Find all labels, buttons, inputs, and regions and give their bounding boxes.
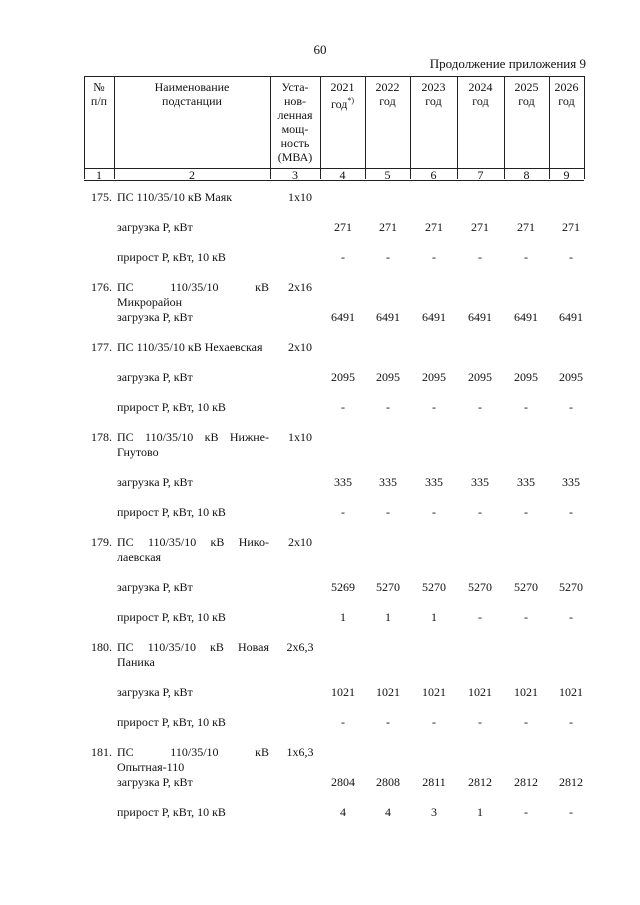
load-value: 271 <box>379 220 397 234</box>
load-value: 5270 <box>376 580 400 594</box>
header-year-2024 <box>457 80 504 108</box>
header-col-capacity-line: ность <box>280 136 310 150</box>
substation-name <box>117 280 269 310</box>
load-value: 271 <box>562 220 580 234</box>
load-value: 1021 <box>468 685 492 699</box>
header-year-unit: год <box>558 94 575 108</box>
growth-value: - <box>569 400 573 414</box>
column-number: 6 <box>430 168 437 182</box>
header-col-number-line: № <box>93 80 105 94</box>
header-col-capacity-line: (МВА) <box>277 150 313 164</box>
load-value: 1021 <box>376 685 400 699</box>
header-year-unit: год*) <box>330 96 355 111</box>
page-number: 60 <box>313 42 327 57</box>
header-year-unit: год <box>425 94 442 108</box>
load-label: загрузка Р, кВт <box>117 310 193 324</box>
column-number: 4 <box>339 168 346 182</box>
column-number: 9 <box>563 168 570 182</box>
growth-value: 1 <box>477 805 483 819</box>
growth-value: 4 <box>340 805 346 819</box>
load-value: 271 <box>425 220 443 234</box>
installed-capacity: 1х10 <box>288 190 312 204</box>
growth-value: - <box>432 400 436 414</box>
load-label: загрузка Р, кВт <box>117 580 193 594</box>
load-value: 6491 <box>331 310 355 324</box>
load-value: 6491 <box>422 310 446 324</box>
load-label: загрузка Р, кВт <box>117 775 193 789</box>
substation-name <box>117 190 269 205</box>
load-value: 5270 <box>559 580 583 594</box>
header-year-value: 2021 <box>330 80 355 94</box>
growth-label: прирост Р, кВт, 10 кВ <box>117 715 226 729</box>
load-value: 6491 <box>514 310 538 324</box>
growth-value: 3 <box>431 805 437 819</box>
load-value: 335 <box>379 475 397 489</box>
load-value: 2095 <box>559 370 583 384</box>
substation-name-line: ПС 110/35/10 кВ Маяк <box>117 190 233 204</box>
header-year-unit: год <box>518 94 535 108</box>
growth-value: - <box>569 505 573 519</box>
column-number: 5 <box>384 168 391 182</box>
header-year-value: 2022 <box>375 80 400 94</box>
row-number: 176. <box>91 280 112 294</box>
growth-value: - <box>432 505 436 519</box>
header-col-capacity-line: мощ- <box>281 122 309 136</box>
growth-value: 1 <box>431 610 437 624</box>
substation-name <box>117 430 269 460</box>
growth-value: - <box>432 715 436 729</box>
growth-value: - <box>524 400 528 414</box>
load-value: 5270 <box>422 580 446 594</box>
load-value: 335 <box>471 475 489 489</box>
growth-value: - <box>478 715 482 729</box>
installed-capacity: 2х10 <box>288 340 312 354</box>
installed-capacity: 1х10 <box>288 430 312 444</box>
installed-capacity: 1х6,3 <box>286 745 314 759</box>
growth-value: - <box>386 400 390 414</box>
column-number: 7 <box>477 168 484 182</box>
load-value: 335 <box>334 475 352 489</box>
load-value: 2804 <box>331 775 355 789</box>
load-value: 271 <box>334 220 352 234</box>
growth-label: прирост Р, кВт, 10 кВ <box>117 400 226 414</box>
growth-value: 1 <box>340 610 346 624</box>
growth-value: - <box>524 715 528 729</box>
header-col-capacity-line: нов- <box>283 94 307 108</box>
header-col-name-line: подстанции <box>162 94 222 108</box>
load-value: 2095 <box>468 370 492 384</box>
growth-value: - <box>341 250 345 264</box>
load-value: 271 <box>471 220 489 234</box>
footnote-mark: *) <box>347 96 355 105</box>
load-value: 6491 <box>468 310 492 324</box>
growth-value: - <box>386 250 390 264</box>
header-year-2025 <box>504 80 549 108</box>
load-value: 2811 <box>422 775 446 789</box>
header-year-unit: год <box>472 94 489 108</box>
load-value: 271 <box>517 220 535 234</box>
header-year-value: 2024 <box>468 80 493 94</box>
header-col-capacity-line: Уста- <box>281 80 309 94</box>
growth-value: - <box>478 250 482 264</box>
load-value: 2808 <box>376 775 400 789</box>
growth-value: - <box>386 715 390 729</box>
growth-value: - <box>478 610 482 624</box>
growth-label: прирост Р, кВт, 10 кВ <box>117 250 226 264</box>
row-number: 180. <box>91 640 112 654</box>
growth-value: - <box>478 505 482 519</box>
growth-value: - <box>341 400 345 414</box>
installed-capacity: 2х6,3 <box>286 640 314 654</box>
row-number: 177. <box>91 340 112 354</box>
load-label: загрузка Р, кВт <box>117 685 193 699</box>
load-value: 1021 <box>422 685 446 699</box>
load-value: 6491 <box>559 310 583 324</box>
load-value: 2812 <box>559 775 583 789</box>
column-number: 8 <box>523 168 530 182</box>
load-value: 335 <box>562 475 580 489</box>
substation-name <box>117 640 269 670</box>
substation-name-line: ПС 110/35/10 кВ Нико- <box>117 535 269 549</box>
growth-value: 1 <box>385 610 391 624</box>
header-col-number <box>84 80 114 108</box>
growth-value: - <box>341 715 345 729</box>
substation-name-line: ПС 110/35/10 кВ Новая <box>117 640 269 654</box>
substation-name-line: ПС 110/35/10 кВ Опытная-110 <box>117 745 269 774</box>
header-col-number-line: п/п <box>90 94 108 108</box>
header-year-2023 <box>410 80 457 108</box>
growth-label: прирост Р, кВт, 10 кВ <box>117 505 226 519</box>
substation-name-line: Паника <box>117 655 155 669</box>
substation-name-line: Гнутово <box>117 445 159 459</box>
substation-name-line: ПС 110/35/10 кВ Нехаевская <box>117 340 263 354</box>
load-label: загрузка Р, кВт <box>117 220 193 234</box>
load-label: загрузка Р, кВт <box>117 475 193 489</box>
growth-value: - <box>524 610 528 624</box>
row-number: 178. <box>91 430 112 444</box>
substation-name-line: ПС 110/35/10 кВ Нижне- <box>117 430 269 444</box>
column-number: 3 <box>292 168 298 182</box>
load-value: 2095 <box>422 370 446 384</box>
load-value: 335 <box>425 475 443 489</box>
header-year-value: 2025 <box>514 80 539 94</box>
load-value: 2095 <box>514 370 538 384</box>
substation-name-line: ПС 110/35/10 кВ Микрорайон <box>117 280 269 309</box>
growth-value: - <box>432 250 436 264</box>
growth-value: - <box>569 805 573 819</box>
growth-value: - <box>478 400 482 414</box>
load-value: 1021 <box>331 685 355 699</box>
load-value: 1021 <box>514 685 538 699</box>
substation-name <box>117 535 269 565</box>
load-value: 2812 <box>514 775 538 789</box>
row-number: 181. <box>91 745 112 759</box>
load-value: 2812 <box>468 775 492 789</box>
column-number: 1 <box>96 168 102 182</box>
growth-value: - <box>569 250 573 264</box>
growth-value: - <box>524 505 528 519</box>
load-value: 335 <box>517 475 535 489</box>
header-year-2026 <box>549 80 584 108</box>
continuation-caption: Продолжение приложения 9 <box>429 56 586 71</box>
load-value: 6491 <box>376 310 400 324</box>
header-year-2021 <box>320 80 365 111</box>
row-number: 179. <box>91 535 112 549</box>
installed-capacity: 2х10 <box>288 535 312 549</box>
growth-value: - <box>524 805 528 819</box>
substation-name <box>117 745 269 775</box>
growth-value: 4 <box>385 805 391 819</box>
load-value: 2095 <box>331 370 355 384</box>
column-number: 2 <box>189 168 195 182</box>
load-value: 5269 <box>331 580 355 594</box>
installed-capacity: 2х16 <box>288 280 312 294</box>
header-top-rule <box>84 76 584 77</box>
load-value: 2095 <box>376 370 400 384</box>
row-number: 175. <box>91 190 112 204</box>
growth-value: - <box>524 250 528 264</box>
load-value: 1021 <box>559 685 583 699</box>
header-col-capacity <box>270 80 320 164</box>
growth-value: - <box>386 505 390 519</box>
header-column-divider <box>584 76 585 179</box>
load-value: 5270 <box>514 580 538 594</box>
header-year-2022 <box>365 80 410 108</box>
growth-value: - <box>341 505 345 519</box>
header-col-name <box>114 80 270 108</box>
load-label: загрузка Р, кВт <box>117 370 193 384</box>
header-col-capacity-line: ленная <box>277 108 313 122</box>
growth-label: прирост Р, кВт, 10 кВ <box>117 805 226 819</box>
load-value: 5270 <box>468 580 492 594</box>
substation-name <box>117 340 269 355</box>
header-year-unit: год <box>379 94 396 108</box>
growth-value: - <box>569 610 573 624</box>
header-year-value: 2023 <box>421 80 446 94</box>
growth-value: - <box>569 715 573 729</box>
growth-label: прирост Р, кВт, 10 кВ <box>117 610 226 624</box>
header-year-value: 2026 <box>554 80 579 94</box>
header-col-name-line: Наименование <box>154 80 230 94</box>
substation-name-line: лаевская <box>117 550 162 564</box>
